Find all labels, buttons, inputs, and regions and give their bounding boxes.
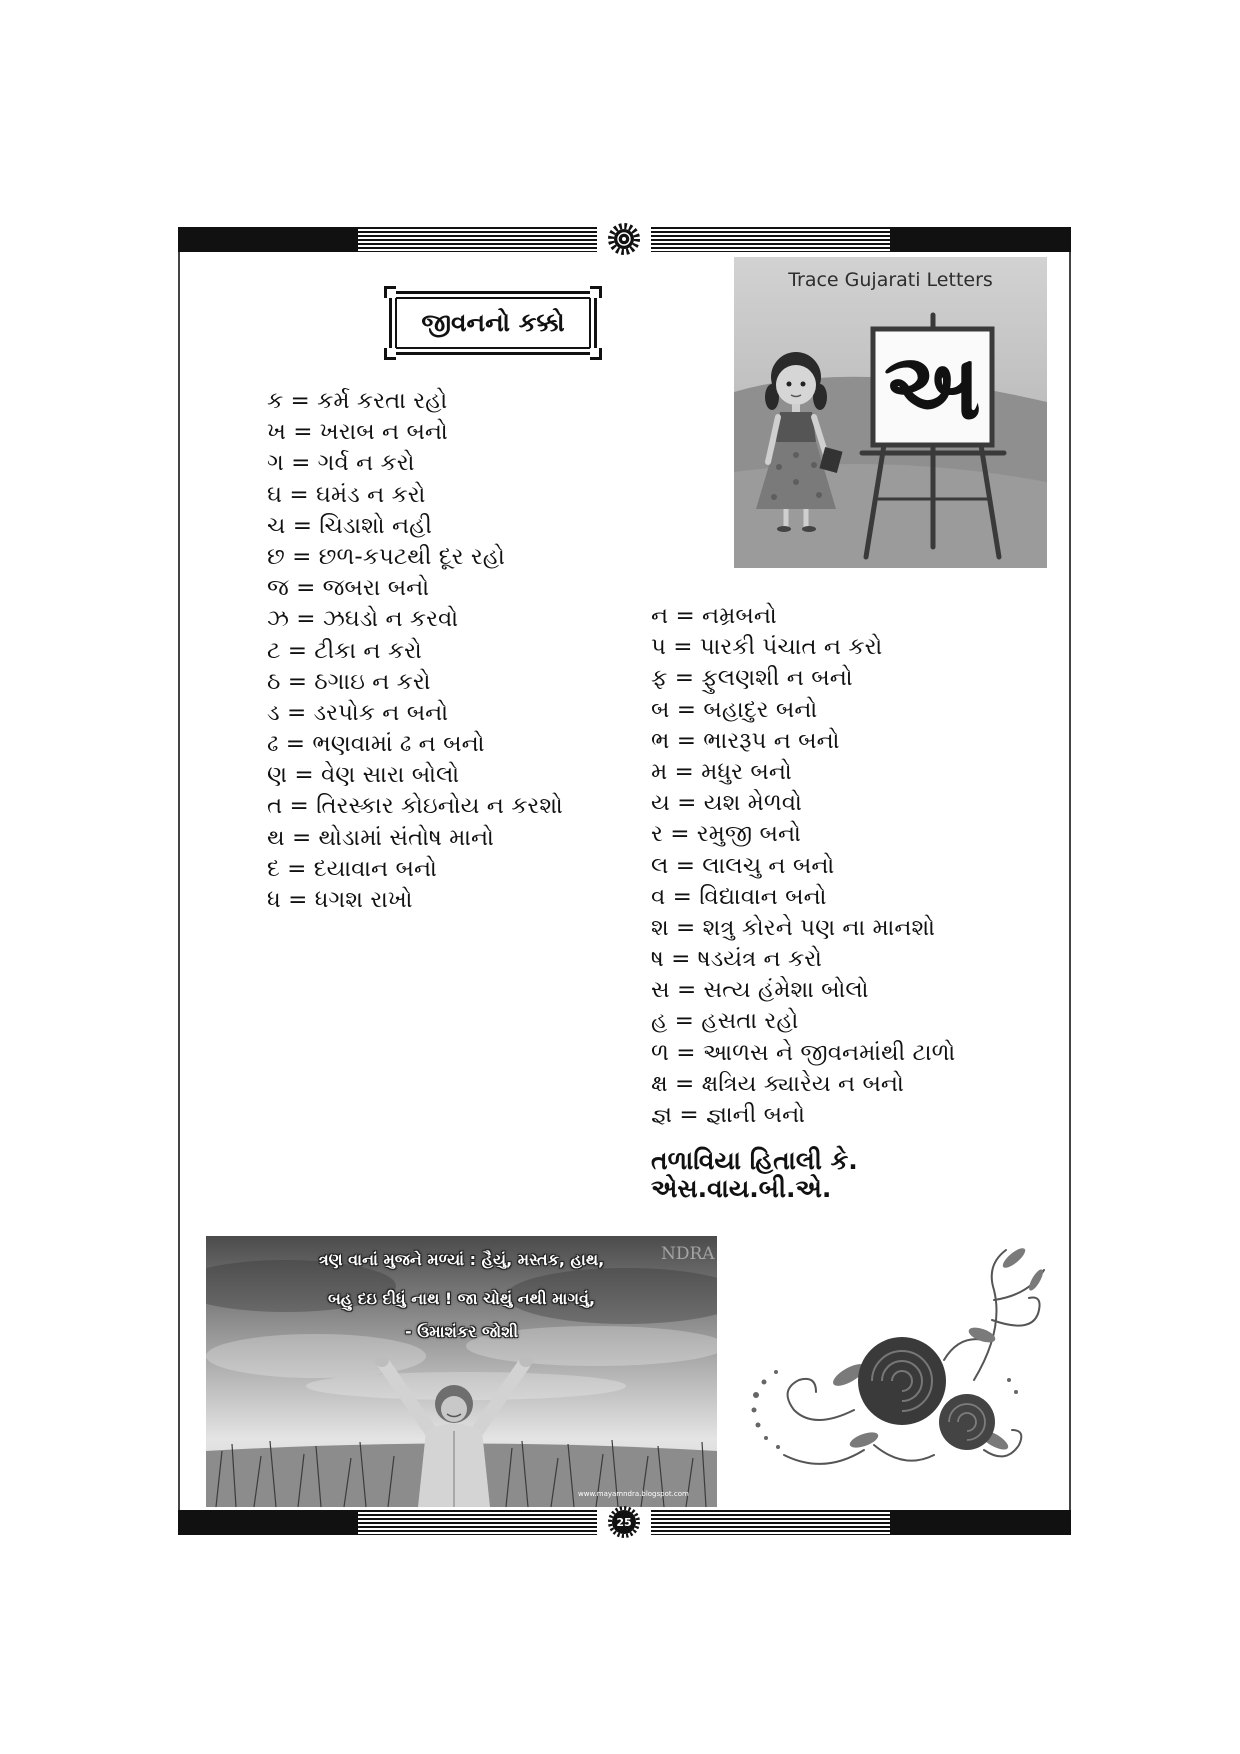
bar-black-segment xyxy=(178,227,358,252)
child-in-field-photo xyxy=(206,1236,717,1507)
kakko-line-left: ગ = ગર્વ ન કરો xyxy=(267,450,415,477)
kakko-line-left: ચ = ચિડાશો નહી xyxy=(267,512,433,539)
kakko-line-left: ડ = ડરપોક ન બનો xyxy=(267,699,449,726)
kakko-line-right: ર = રમુજી બનો xyxy=(651,821,801,848)
kakko-line-left: ક = કર્મ કરતા રહો xyxy=(267,388,448,414)
kakko-line-left: ઠ = ઠગાઇ ન કરો xyxy=(267,668,431,695)
kakko-line-left: ઢ = ભણવામાં ઢ ન બનો xyxy=(267,731,485,758)
bar-black-segment xyxy=(890,1510,1071,1535)
kakko-line-left: ત = તિરસ્કાર કોઇનોય ન કરશો xyxy=(267,793,563,820)
kakko-list-left xyxy=(267,386,563,916)
kakko-line-left: ટ = ટીકા ન કરો xyxy=(267,637,422,664)
kakko-line-right: વ = વિદ્યાવાન બનો xyxy=(651,883,827,910)
kakko-line-right: સ = સત્ય હંમેશા બોલો xyxy=(651,977,869,1004)
kakko-line-left: ણ = વેણ સારા બોલો xyxy=(267,762,460,789)
kakko-line-left: ખ = ખરાબ ન બનો xyxy=(267,419,448,446)
kakko-line-left: છ = છળ-કપટથી દૂર રહો xyxy=(267,543,505,570)
title-box-corner xyxy=(384,348,396,360)
bar-striped-segment xyxy=(358,1510,597,1535)
title-box xyxy=(389,291,597,355)
kakko-line-right: જ્ઞ = જ્ઞાની બનો xyxy=(651,1102,805,1128)
quote-line: ત્રણ વાનાં મુજને મળ્યાં : હૈયું, મસ્તક, હાથ, xyxy=(318,1250,605,1269)
title-box-corner xyxy=(590,286,602,298)
kakko-line-right: પ = પારકી પંચાત ન કરો xyxy=(651,634,883,661)
kakko-line-right: મ = મધુર બનો xyxy=(651,758,792,785)
author-class: એસ.વાય.બી.એ. xyxy=(651,1174,832,1203)
bar-striped-segment xyxy=(651,227,890,252)
kakko-line-right: લ = લાલચુ ન બનો xyxy=(651,852,835,879)
page-number: 25 xyxy=(616,1515,632,1529)
kakko-line-right: ક્ષ = ક્ષત્રિય ક્યારેય ન બનો xyxy=(651,1070,904,1097)
quote-photo xyxy=(206,1236,717,1507)
bar-black-segment xyxy=(178,1510,358,1535)
author-name: તળાવિયા હિતાલી કે. xyxy=(651,1146,858,1175)
kakko-line-right: બ = બહાદુર બનો xyxy=(651,696,818,723)
quote-line: બહુ દઇ દીધું નાથ ! જા ચોથું નથી માગવું, xyxy=(327,1289,596,1308)
kakko-line-right: ન = નમ્રબનો xyxy=(651,603,777,629)
title-box-corner xyxy=(384,286,396,298)
photo-watermark: NDRA xyxy=(661,1244,715,1264)
kakko-line-right: ળ = આળસ ને જીવનમાંથી ટાળો xyxy=(651,1039,956,1066)
kakko-line-right: ફ = ફુલણશી ન બનો xyxy=(651,665,853,692)
bar-striped-segment xyxy=(651,1510,890,1535)
kakko-line-right: ષ = ષડયંત્ર ન કરો xyxy=(651,946,822,973)
illustration-caption: Trace Gujarati Letters xyxy=(788,269,993,291)
photo-url: www.mayamndra.blogspot.com xyxy=(578,1490,689,1498)
top-decorative-bar xyxy=(178,227,1071,252)
kakko-line-left: દ = દયાવાન બનો xyxy=(267,855,437,882)
bar-striped-segment xyxy=(358,227,597,252)
title-box-corner xyxy=(590,348,602,360)
easel-letter: અ xyxy=(883,333,982,440)
frame-left-line xyxy=(178,252,180,1510)
page-title: જીવનનો કક્કો xyxy=(421,308,565,337)
frame-right-line xyxy=(1069,252,1071,1510)
kakko-line-left: ઘ = ઘમંડ ન કરો xyxy=(267,481,426,508)
quote-attribution: - ઉમાશંકર જોશી xyxy=(404,1322,519,1341)
kakko-list-right xyxy=(651,601,955,1131)
bar-black-segment xyxy=(890,227,1071,252)
sunburst-ornament-icon xyxy=(608,223,640,255)
kakko-line-right: ય = યશ મેળવો xyxy=(651,790,802,817)
kakko-line-right: ભ = ભારરૂપ ન બનો xyxy=(651,727,840,754)
kakko-line-left: થ = થોડામાં સંતોષ માનો xyxy=(267,824,494,851)
kakko-line-left: જ = જબરા બનો xyxy=(267,575,430,602)
kakko-line-left: ઝ = ઝઘડો ન કરવો xyxy=(267,606,459,633)
kakko-line-left: ધ = ધગશ રાખો xyxy=(267,887,413,913)
rose-decoration-icon xyxy=(744,1240,1054,1477)
bottom-decorative-bar xyxy=(178,1510,1071,1535)
kakko-line-right: હ = હસતા રહો xyxy=(651,1008,799,1035)
kakko-line-right: શ = શત્રુ કોરને પણ ના માનશો xyxy=(651,914,936,941)
trace-letters-illustration xyxy=(734,257,1047,568)
